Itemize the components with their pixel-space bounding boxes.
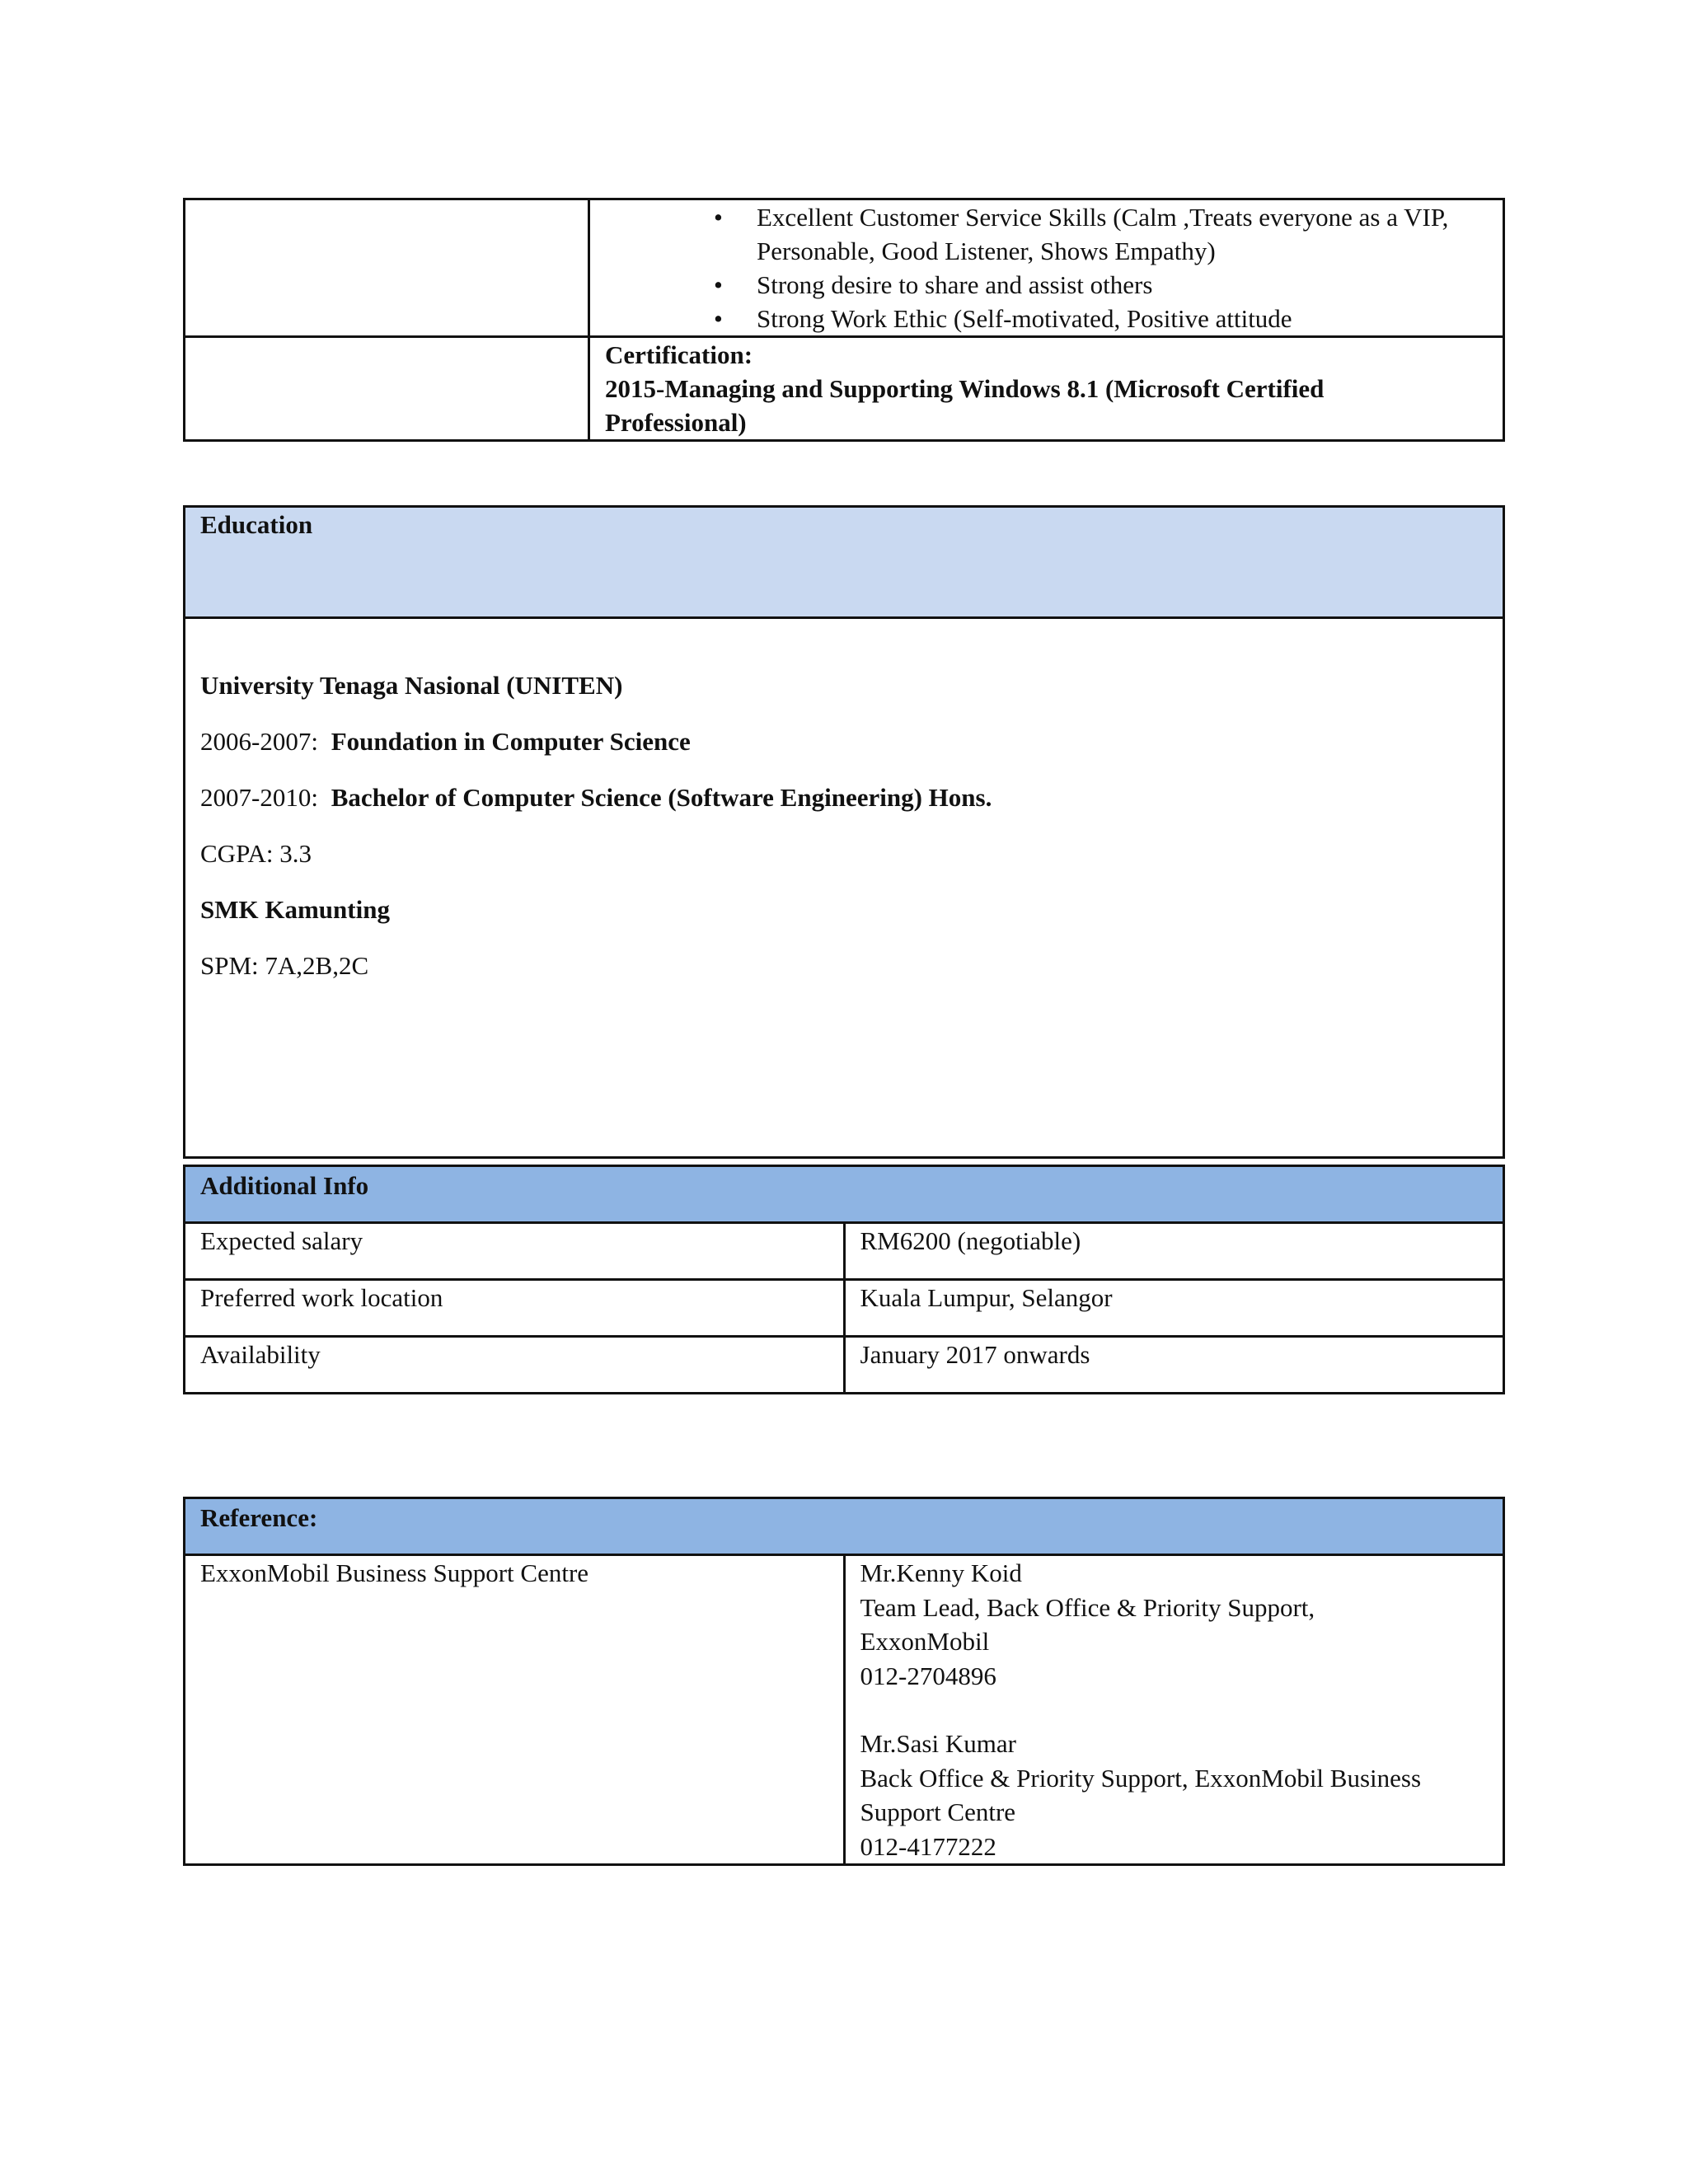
- reference-row: [185, 1555, 1504, 1865]
- education-header: [185, 507, 1504, 618]
- certification-cell: [589, 337, 1504, 441]
- reference-title: Team Lead, Back Office & Priority Support,: [860, 1592, 1315, 1622]
- skill-text: Excellent Customer Service Skills (Calm ,Treats everyone as a VIP,: [757, 203, 1449, 232]
- skill-text: Strong desire to share and assist others: [757, 270, 1153, 299]
- skill-item: [658, 200, 1488, 268]
- reference-table: [183, 1497, 1505, 1866]
- info-value: RM6200 (negotiable): [844, 1223, 1504, 1280]
- cgpa-line: CGPA: 3.3: [200, 839, 312, 868]
- bullet-icon: •: [714, 304, 723, 333]
- reference-company: ExxonMobil Business Support Centre: [185, 1555, 845, 1865]
- skill-text: Strong Work Ethic (Self-motivated, Positive attitude: [757, 304, 1292, 333]
- reference-title: Back Office & Priority Support, ExxonMobil Business: [860, 1763, 1422, 1793]
- certification-row: [185, 337, 1504, 441]
- info-row: [185, 1337, 1504, 1394]
- education-body: [185, 618, 1504, 1158]
- info-label: Availability: [185, 1337, 845, 1394]
- bullet-icon: •: [714, 270, 723, 299]
- skills-list: [605, 200, 1488, 335]
- reference-spacer: [860, 1693, 1489, 1727]
- spm-line: SPM: 7A,2B,2C: [200, 951, 369, 980]
- info-row: [185, 1223, 1504, 1280]
- foundation-title: Foundation in Computer Science: [331, 727, 691, 756]
- additional-info-table: [183, 1165, 1505, 1394]
- reference-name: Mr.Sasi Kumar: [860, 1729, 1016, 1758]
- certification-detail-continued: Professional): [605, 408, 747, 437]
- skill-item: [658, 268, 1488, 302]
- school-name: SMK Kamunting: [200, 895, 390, 924]
- info-value: January 2017 onwards: [844, 1337, 1504, 1394]
- reference-header: [185, 1498, 1504, 1555]
- additional-info-header: [185, 1166, 1504, 1223]
- skills-empty-cell: [185, 199, 589, 337]
- reference-contacts: [844, 1555, 1504, 1865]
- reference-title-continued: ExxonMobil: [860, 1627, 990, 1656]
- foundation-line: [200, 724, 1488, 758]
- reference-phone: 012-4177222: [860, 1831, 996, 1861]
- reference-title: Reference:: [200, 1503, 318, 1532]
- info-value: Kuala Lumpur, Selangor: [844, 1280, 1504, 1337]
- skills-cell: [589, 199, 1504, 337]
- reference-name: Mr.Kenny Koid: [860, 1558, 1022, 1587]
- skill-item: [658, 302, 1488, 335]
- bachelor-title: Bachelor of Computer Science (Software Engineering) Hons.: [331, 783, 992, 812]
- skills-row: [185, 199, 1504, 337]
- additional-info-title: Additional Info: [200, 1171, 369, 1200]
- university-name: University Tenaga Nasional (UNITEN): [200, 671, 623, 700]
- info-row: [185, 1280, 1504, 1337]
- certification-empty-cell: [185, 337, 589, 441]
- bachelor-line: [200, 780, 1488, 814]
- bachelor-years: 2007-2010:: [200, 783, 318, 812]
- certification-heading: Certification:: [605, 340, 753, 369]
- education-table: [183, 505, 1505, 1159]
- bullet-icon: •: [714, 203, 723, 232]
- education-title: Education: [200, 510, 313, 539]
- reference-phone: 012-2704896: [860, 1661, 996, 1690]
- info-label: Expected salary: [185, 1223, 845, 1280]
- skill-text-continued: Personable, Good Listener, Shows Empathy): [757, 237, 1216, 265]
- certification-detail: 2015-Managing and Supporting Windows 8.1 (Microsoft Certified: [605, 374, 1325, 403]
- foundation-years: 2006-2007:: [200, 727, 318, 756]
- info-label: Preferred work location: [185, 1280, 845, 1337]
- reference-title-continued: Support Centre: [860, 1797, 1016, 1826]
- skills-table: [183, 198, 1505, 442]
